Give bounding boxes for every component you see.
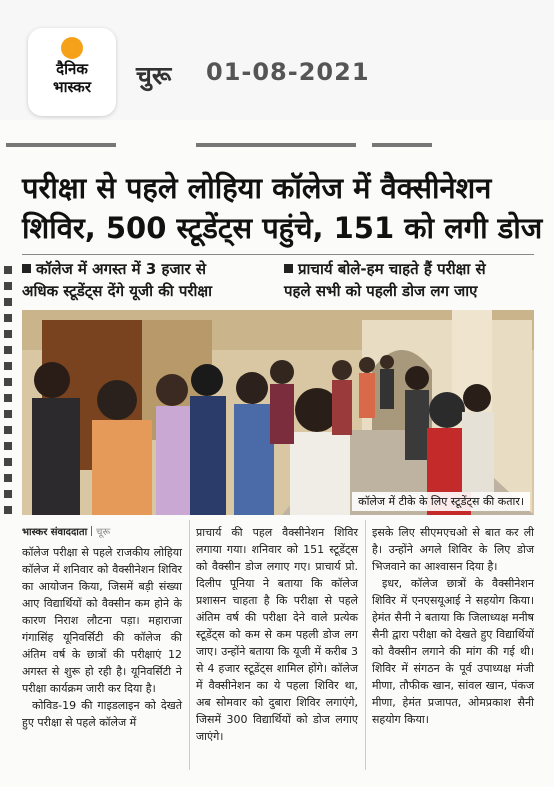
logo-text-line1: दैनिक	[56, 60, 88, 78]
photo-illustration	[22, 310, 534, 515]
logo-text-line2: भास्कर	[53, 78, 91, 96]
photo-caption: कॉलेज में टीके के लिए स्टूडेंट्स की कतार।	[352, 492, 530, 511]
column-divider	[189, 520, 190, 770]
subheading-right-line2: पहले सभी को पहली डोज लग जाए	[284, 282, 478, 300]
byline-reporter: भास्कर संवाददाता	[22, 527, 88, 538]
bullet-icon	[284, 264, 293, 273]
headline-rule	[22, 254, 534, 255]
subheading-left	[22, 258, 272, 302]
dainik-bhaskar-logo[interactable]	[28, 28, 116, 116]
article-column-3	[372, 524, 534, 728]
cut-text-line	[0, 140, 554, 150]
byline	[22, 524, 110, 538]
paragraph: कॉलेज परीक्षा से पहले राजकीय लोहिया कॉलेज में शनिवार को वैक्सीनेशन शिविर का आयोजन किया, जिसमें बड़ी संख्या आए विद्यार्थियों को वैक्सीन कम होने के कारण निराश लौटना पड़ा। महाराजा गंगासिंह यूनिवर्सिटी की कॉलेज की अंतिम वर्ष के छात्रों की परीक्षाएं 12 अगस्त से शुरू हो रही है। यूनिवर्सिटी ने परीक्षा कार्यक्रम जारी कर दिया है।	[22, 546, 182, 695]
article-column-1	[22, 544, 182, 731]
sun-icon	[61, 37, 83, 59]
paragraph: कोविड-19 की गाइडलाइन को देखते हुए परीक्षा से पहले कॉलेज में	[22, 699, 182, 729]
edition-date: 01-08-2021	[206, 58, 370, 86]
subheading-right-line1: प्राचार्य बोले-हम चाहते हैं परीक्षा से	[298, 260, 486, 278]
header	[0, 0, 554, 120]
subheading-right	[284, 258, 538, 302]
byline-place: चूरू	[96, 527, 111, 538]
edition-city: चुरू	[136, 61, 172, 90]
paragraph: इधर, कॉलेज छात्रों के वैक्सीनेशन शिविर में एनएसयूआई ने सहयोग किया। हेमंत सैनी ने बताया कि जिलाध्यक्ष मनीष सैनी द्वारा परीक्षा को देखते हुए विद्यार्थियों को वैक्सीन लगाने की मांग की गई थी। शिविर में संगठन के पूर्व उपाध्यक्ष मंजी मीणा, तौफीक खान, सांवल खान, पंकज मीणा, हेमंत प्रजापत, ओमप्रकाश सैनी सहयोग किया।	[372, 577, 534, 726]
byline-separator	[91, 526, 92, 536]
headline-line2: शिविर, 500 स्टूडेंट्स पहुंचे, 151 को लगी डोज	[22, 211, 543, 245]
paragraph: इसके लिए सीएमएचओ से बात कर ली है। उन्होंने अगले शिविर के लिए डोज भिजवाने का आश्वासन दिया है।	[372, 526, 534, 573]
news-photo[interactable]	[22, 310, 534, 515]
bullet-icon	[22, 264, 31, 273]
column-divider	[365, 520, 366, 770]
headline-line1: परीक्षा से पहले लोहिया कॉलेज में वैक्सीनेशन	[22, 171, 492, 205]
subheading-left-line2: अधिक स्टूडेंट्स देंगे यूजी की परीक्षा	[22, 282, 213, 300]
subheading-left-line1: कॉलेज में अगस्त में 3 हजार से	[36, 260, 206, 278]
adjacent-column-strip	[2, 262, 16, 522]
paragraph: प्राचार्य की पहल वैक्सीनेशन शिविर लगाया गया। शनिवार को 151 स्टूडेंट्स को वैक्सीन डोज लगाए गए। प्राचार्य प्रो. दिलीप पूनिया ने बताया कि कॉलेज प्रशासन चाहता है कि परीक्षा से पहले अंतिम वर्ष की परीक्षा देने वाले प्रत्येक स्टूडेंट्स को कम से कम पहली डोज लग जाए। उन्होंने बताया कि यूजी में करीब 3 से 4 हजार स्टूडेंट्स शामिल होंगे। कॉलेज में वैक्सीनेशन का ये पहला शिविर था, अब सोमवार को दुबारा शिविर लगाएंगे, जिसमें 300 विद्यार्थियों को डोज लगाए जाएंगे।	[196, 526, 358, 743]
article-column-2	[196, 524, 358, 745]
